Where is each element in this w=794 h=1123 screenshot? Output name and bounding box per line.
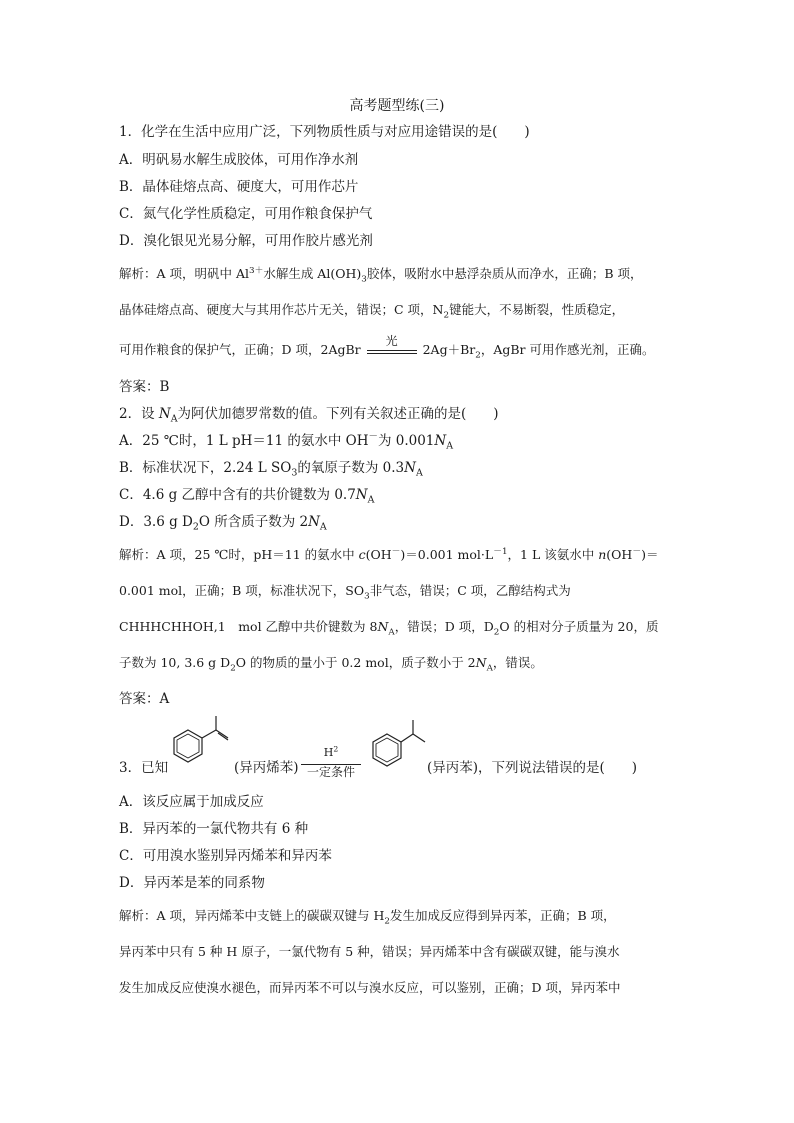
q2-explanation-line4: 子数为 10, 3.6 g $D_2O$ 的物质的量小于 0.2 mol，质子数小于 $2N_A$，错误。 bbox=[119, 655, 543, 674]
q1-answer: 答案：B bbox=[119, 379, 170, 395]
q3-explanation-line3: 发生加成反应使溴水褪色，而异丙苯不可以与溴水反应，可以鉴别，正确；D 项，异丙苯中 bbox=[119, 980, 621, 995]
q2-explanation-line3: CHHHCHHOH,1 mol 乙醇中共价键数为 $8N_A$，错误；D 项，$D_2O$ 的相对分子质量为 20，质 bbox=[119, 619, 659, 638]
q1-explanation-line1: 解析：A 项，明矾中 $Al^{3+}$水解生成 $Al(OH)_3$胶体，吸附水中悬浮杂质从而净水，正确；B 项， bbox=[119, 265, 643, 285]
q3-option-a: A．该反应属于加成反应 bbox=[119, 794, 264, 810]
q3-explanation-line1: 解析：A 项，异丙烯苯中支链上的碳碳双键与 $H_2$发生加成反应得到异丙苯，正确；B 项， bbox=[119, 908, 616, 927]
light-reaction-arrow: 光 bbox=[367, 342, 417, 360]
q2-explanation-line2: 0.001 mol，正确；B 项，标准状况下，$SO_3$非气态，错误；C 项，乙醇结构式为 bbox=[119, 583, 571, 602]
q2-option-a: A．25 ℃时，1 L pH＝11 的氨水中 OH－为 $0.001N_A$ bbox=[119, 431, 454, 452]
isopropylbenzene-structure bbox=[367, 718, 433, 774]
q3-reactant-name: (异丙烯苯) bbox=[234, 760, 299, 776]
q1-option-a: A．明矾易水解生成胶体，可用作净水剂 bbox=[119, 152, 359, 168]
q3-option-c: C．可用溴水鉴别异丙烯苯和异丙苯 bbox=[119, 848, 332, 864]
q1-option-b: B．晶体硅熔点高、硬度大，可用作芯片 bbox=[119, 179, 359, 195]
q2-option-d: D．3.6 g $D_2O$ 所含质子数为 $2N_A$ bbox=[119, 514, 327, 533]
isopropenylbenzene-structure bbox=[168, 712, 234, 772]
q2-explanation-line1: 解析：A 项，25 ℃时，pH＝11 的氨水中 c(OH－)＝0.001 $mol\cdot L^{-1}$，1 L 该氨水中 n(OH－)＝ bbox=[119, 546, 659, 562]
q2-option-b: B．标准状况下，2.24 L $SO_3$的氧原子数为 $0.3N_A$ bbox=[119, 460, 423, 479]
q3-stem-start: 3．已知 bbox=[119, 760, 169, 776]
q1-option-c: C．氮气化学性质稳定，可用作粮食保护气 bbox=[119, 206, 373, 222]
q1-option-d: D．溴化银见光易分解，可用作胶片感光剂 bbox=[119, 233, 373, 249]
q3-explanation-line2: 异丙苯中只有 5 种 H 原子，一氯代物有 5 种，错误；异丙烯苯中含有碳碳双键，能与溴水 bbox=[119, 944, 620, 959]
q1-explanation-line2: 晶体硅熔点高、硬度大与其用作芯片无关，错误；C 项，$N_2$键能大，不易断裂，性质稳定， bbox=[119, 302, 625, 321]
page-title: 高考题型练(三) bbox=[349, 98, 445, 114]
q3-stem-end: (异丙苯)，下列说法错误的是( ) bbox=[427, 760, 638, 776]
q3-option-b: B．异丙苯的一氯代物共有 6 种 bbox=[119, 821, 309, 837]
q2-answer: 答案：A bbox=[119, 691, 170, 707]
q1-stem: 1．化学在生活中应用广泛，下列物质性质与对应用途错误的是( ) bbox=[119, 124, 530, 140]
q1-explanation-line3: 可用作粮食的保护气，正确；D 项，2AgBr 光 $2Ag+Br_2$，AgBr 可用作感光剂，正确。 bbox=[119, 333, 655, 361]
q2-stem: 2．设 $N_A$为阿伏加德罗常数的值。下列有关叙述正确的是( ) bbox=[119, 406, 499, 425]
q2-option-c: C．4.6 g 乙醇中含有的共价键数为 $0.7N_A$ bbox=[119, 487, 375, 506]
q3-option-d: D．异丙苯是苯的同系物 bbox=[119, 875, 265, 891]
hydrogenation-reaction-arrow: $H^2$ 一定条件 bbox=[301, 748, 361, 782]
